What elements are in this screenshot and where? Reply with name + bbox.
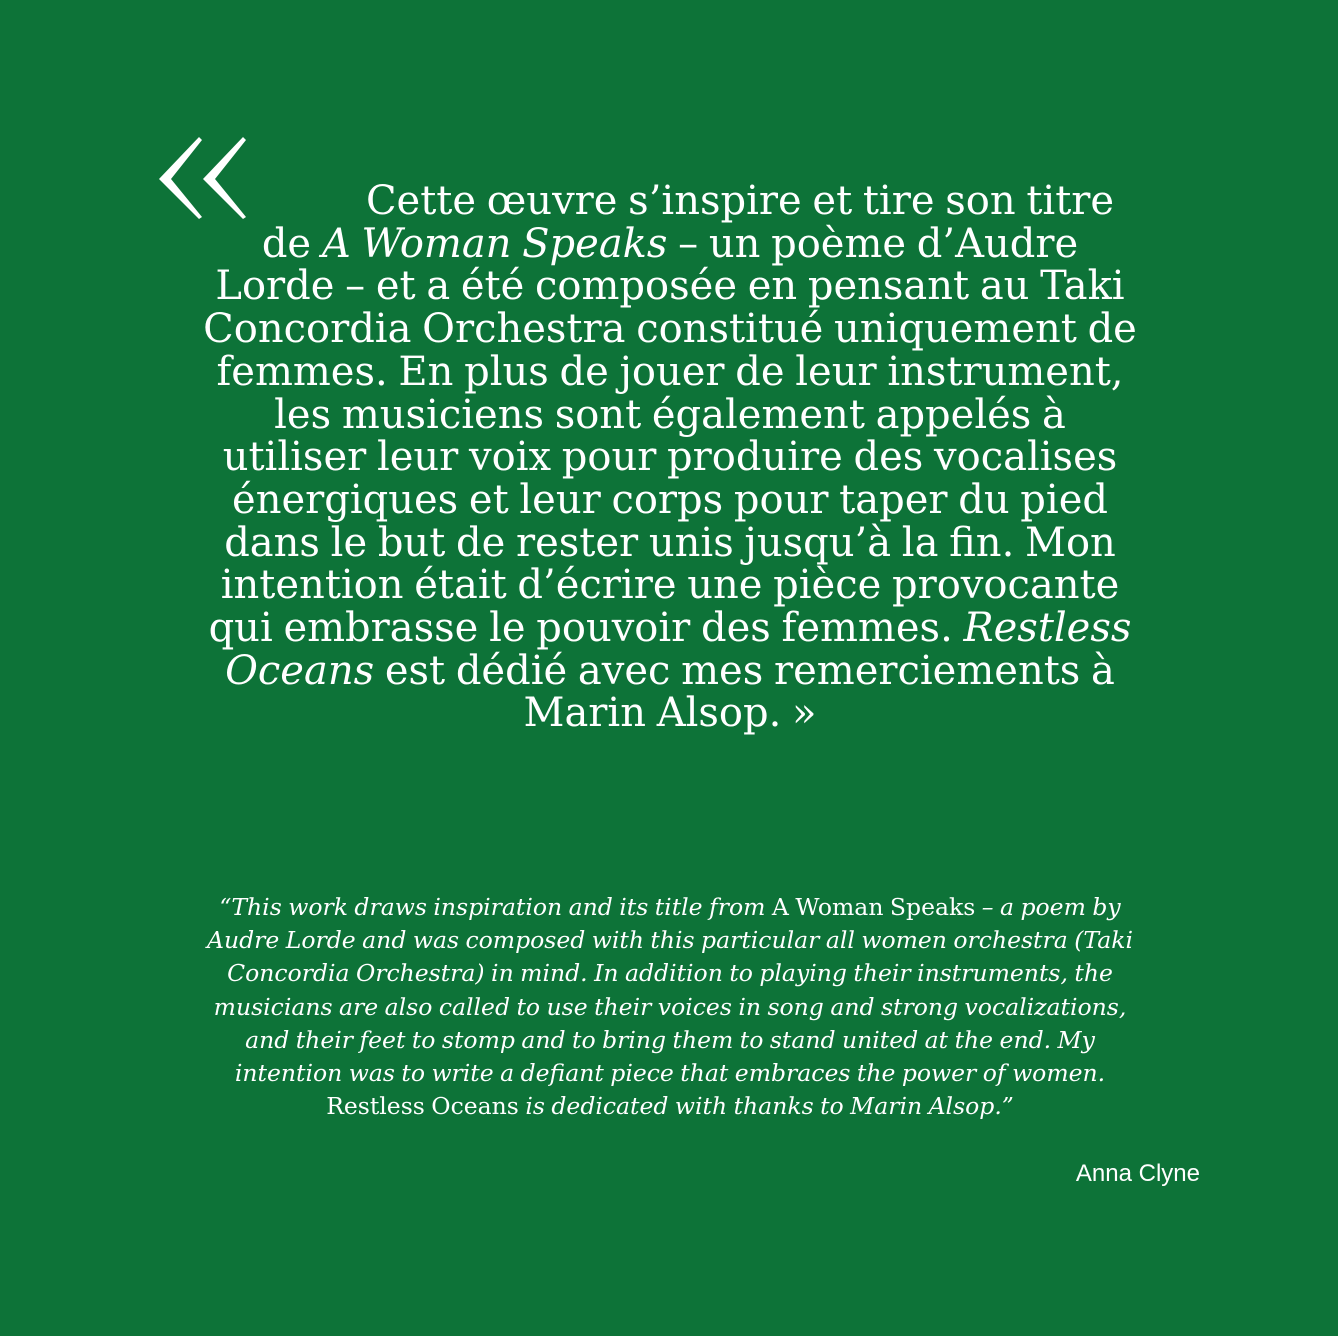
english-quote-line: [130, 991, 1210, 1024]
english-quote-line: [130, 891, 1210, 924]
french-quote-line: [130, 607, 1210, 650]
french-quote-line: [130, 220, 1210, 267]
english-quote-text: “This work draws inspiration and its title from: [219, 893, 772, 921]
french-quote-text: femmes. En plus de jouer de leur instrument,: [216, 348, 1124, 395]
poem-title: A Woman Speaks: [321, 220, 668, 267]
english-quote-text: musicians are also called to use their voices in song and strong vocalizations,: [213, 992, 1127, 1021]
english-quote-line: [130, 957, 1210, 990]
french-quote-text: Cette œuvre s’inspire et tire son titre: [365, 178, 1115, 224]
english-quote-line: [130, 1057, 1210, 1090]
english-quote-text: Concordia Orchestra) in mind. In addition to playing their instruments, the: [227, 959, 1113, 988]
french-quote-line: [130, 564, 1210, 607]
english-quote-text: is dedicated with thanks to Marin Alsop.”: [518, 1092, 1014, 1121]
french-quote-text: les musiciens sont également appelés à: [274, 391, 1066, 438]
author-name: Anna Clyne: [1075, 1160, 1200, 1187]
french-quote-line: [130, 348, 1210, 395]
french-quote-line: [130, 476, 1210, 523]
french-quote-line: [130, 519, 1210, 566]
french-quote-text: qui embrasse le pouvoir des femmes.: [208, 605, 964, 652]
french-quote-line: [130, 391, 1210, 438]
english-quote-text: Audre Lorde and was composed with this particular all women orchestra (Taki: [207, 926, 1133, 955]
french-quote-line: [130, 265, 1210, 308]
french-quote-text: intention était d’écrire une pièce provocante: [220, 562, 1120, 609]
english-quote-text: – a poem by: [975, 893, 1121, 921]
french-quote-text: – un poème d’Audre: [667, 220, 1079, 267]
french-quote-text: dans le but de rester unis jusqu’à la fin. Mon: [224, 519, 1116, 566]
french-quote-line: [130, 180, 1210, 223]
french-quote-line: [130, 647, 1210, 694]
french-quote-line: [130, 308, 1210, 351]
french-quote-text: Lorde – et a été composée en pensant au Taki: [215, 263, 1125, 310]
english-quote-line: [130, 1090, 1210, 1123]
french-quote-text: Concordia Orchestra constitué uniquement de: [203, 306, 1137, 353]
french-quote-text: utiliser leur voix pour produire des vocalises: [222, 434, 1118, 481]
french-quote: [130, 180, 1210, 735]
french-quote-text: de: [261, 220, 322, 267]
work-title: Oceans: [225, 647, 375, 694]
work-title: Restless Oceans: [326, 1092, 519, 1121]
work-title: Restless: [963, 605, 1132, 652]
french-quote-line: [130, 436, 1210, 479]
english-quote: [130, 891, 1210, 1123]
french-quote-text: Marin Alsop. »: [523, 690, 817, 737]
english-quote-text: and their feet to stomp and to bring them to stand united at the end. My: [245, 1025, 1095, 1054]
french-quote-line: [130, 692, 1210, 735]
poem-title: A Woman Speaks: [771, 893, 976, 921]
english-quote-line: [130, 924, 1210, 957]
french-quote-text: est dédié avec mes remerciements à: [374, 647, 1115, 694]
english-quote-text: intention was to write a defiant piece that embraces the power of women.: [234, 1059, 1106, 1088]
french-quote-text: énergiques et leur corps pour taper du pied: [232, 476, 1108, 523]
english-quote-line: [130, 1024, 1210, 1057]
